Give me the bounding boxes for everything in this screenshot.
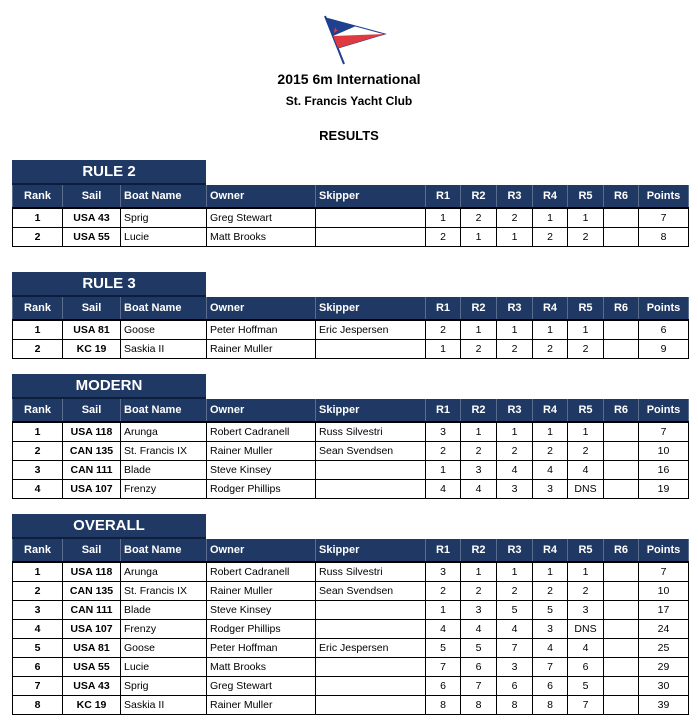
table-cell: 2 <box>497 340 533 359</box>
table-cell: 1 <box>533 208 568 228</box>
table-cell: Rainer Muller <box>207 696 316 715</box>
results-table <box>12 297 689 359</box>
table-cell <box>604 601 639 620</box>
table-cell: St. Francis IX <box>121 442 207 461</box>
table-cell <box>604 677 639 696</box>
column-header: R2 <box>461 539 497 562</box>
table-cell: KC 19 <box>63 696 121 715</box>
table-cell: 19 <box>639 480 689 499</box>
column-header: R3 <box>497 185 533 208</box>
column-header: R5 <box>568 539 604 562</box>
table-cell: 1 <box>13 562 63 582</box>
table-cell: 10 <box>639 442 689 461</box>
table-row <box>13 696 689 715</box>
table-cell <box>604 658 639 677</box>
table-cell: Lucie <box>121 228 207 247</box>
column-header: Boat Name <box>121 185 207 208</box>
table-cell: 4 <box>13 480 63 499</box>
table-cell: 4 <box>461 480 497 499</box>
table-cell: 4 <box>426 480 461 499</box>
table-cell: KC 19 <box>63 340 121 359</box>
column-header: Sail <box>63 297 121 320</box>
column-header: R2 <box>461 399 497 422</box>
column-header: Owner <box>207 185 316 208</box>
table-cell: Rainer Muller <box>207 442 316 461</box>
table-cell: 24 <box>639 620 689 639</box>
table-cell: Rodger Phillips <box>207 480 316 499</box>
table-cell: 8 <box>639 228 689 247</box>
table-cell: 25 <box>639 639 689 658</box>
table-cell: Steve Kinsey <box>207 601 316 620</box>
table-cell: 5 <box>13 639 63 658</box>
table-row <box>13 582 689 601</box>
table-cell: 3 <box>533 480 568 499</box>
table-cell: 6 <box>497 677 533 696</box>
table-cell: 7 <box>461 677 497 696</box>
table-cell: 2 <box>568 340 604 359</box>
column-header: R1 <box>426 185 461 208</box>
table-cell: 2 <box>568 582 604 601</box>
column-header: Points <box>639 297 689 320</box>
table-cell <box>604 639 639 658</box>
results-table <box>12 185 689 247</box>
column-header: Sail <box>63 185 121 208</box>
column-header: Boat Name <box>121 297 207 320</box>
table-cell: Sprig <box>121 208 207 228</box>
table-cell: 2 <box>426 320 461 340</box>
table-cell: Matt Brooks <box>207 228 316 247</box>
table-cell: 7 <box>639 562 689 582</box>
table-cell <box>316 208 426 228</box>
table-cell: 2 <box>426 228 461 247</box>
table-row <box>13 228 689 247</box>
table-cell: 8 <box>497 696 533 715</box>
table-cell: 3 <box>497 480 533 499</box>
table-cell <box>604 461 639 480</box>
column-header: R6 <box>604 185 639 208</box>
table-cell <box>604 228 639 247</box>
table-cell: DNS <box>568 620 604 639</box>
table-cell: 3 <box>13 601 63 620</box>
table-cell: 5 <box>497 601 533 620</box>
table-cell: 4 <box>426 620 461 639</box>
table-cell: Robert Cadranell <box>207 422 316 442</box>
table-cell: Blade <box>121 461 207 480</box>
results-table <box>12 399 689 499</box>
table-cell: 29 <box>639 658 689 677</box>
table-cell: Lucie <box>121 658 207 677</box>
table-cell: 2 <box>568 442 604 461</box>
table-cell: 4 <box>497 620 533 639</box>
table-cell: Eric Jespersen <box>316 320 426 340</box>
table-row <box>13 340 689 359</box>
table-cell: 1 <box>568 422 604 442</box>
table-row <box>13 620 689 639</box>
column-header: Rank <box>13 399 63 422</box>
column-header: Rank <box>13 185 63 208</box>
column-header: Sail <box>63 539 121 562</box>
column-header: Boat Name <box>121 399 207 422</box>
table-cell <box>604 696 639 715</box>
table-row <box>13 639 689 658</box>
table-cell: 2 <box>461 340 497 359</box>
table-cell: 10 <box>639 582 689 601</box>
table-cell: 9 <box>639 340 689 359</box>
table-row <box>13 562 689 582</box>
table-cell: 1 <box>497 320 533 340</box>
table-cell: 3 <box>426 562 461 582</box>
table-cell: CAN 111 <box>63 601 121 620</box>
table-cell: 39 <box>639 696 689 715</box>
table-row <box>13 442 689 461</box>
table-cell: 6 <box>533 677 568 696</box>
column-header: R4 <box>533 539 568 562</box>
column-header: R6 <box>604 539 639 562</box>
table-cell: 30 <box>639 677 689 696</box>
column-header: Owner <box>207 297 316 320</box>
table-cell <box>604 340 639 359</box>
table-cell <box>316 461 426 480</box>
table-cell: 7 <box>13 677 63 696</box>
table-cell: 1 <box>426 208 461 228</box>
table-cell: Rainer Muller <box>207 582 316 601</box>
table-cell <box>316 677 426 696</box>
table-cell: 3 <box>568 601 604 620</box>
table-cell: 4 <box>533 639 568 658</box>
table-cell <box>316 696 426 715</box>
table-cell: 6 <box>426 677 461 696</box>
table-cell: Frenzy <box>121 480 207 499</box>
table-cell: USA 55 <box>63 228 121 247</box>
table-cell: DNS <box>568 480 604 499</box>
table-cell: 4 <box>497 461 533 480</box>
table-cell: 1 <box>426 461 461 480</box>
column-header: Skipper <box>316 185 426 208</box>
table-cell: 5 <box>461 639 497 658</box>
table-cell <box>316 601 426 620</box>
table-cell: 1 <box>533 422 568 442</box>
table-cell: 1 <box>461 228 497 247</box>
table-cell: Russ Silvestri <box>316 562 426 582</box>
table-cell: CAN 135 <box>63 442 121 461</box>
table-cell <box>604 480 639 499</box>
column-header: R4 <box>533 297 568 320</box>
table-cell: USA 118 <box>63 562 121 582</box>
table-cell <box>604 442 639 461</box>
table-cell: 7 <box>639 422 689 442</box>
column-header: Rank <box>13 539 63 562</box>
table-cell: 2 <box>533 340 568 359</box>
table-cell: 1 <box>461 422 497 442</box>
table-cell <box>604 582 639 601</box>
table-cell: USA 81 <box>63 320 121 340</box>
table-cell: USA 43 <box>63 208 121 228</box>
table-cell: Arunga <box>121 422 207 442</box>
table-cell: 8 <box>426 696 461 715</box>
table-cell: Sean Svendsen <box>316 442 426 461</box>
table-row <box>13 480 689 499</box>
results-table <box>12 539 689 715</box>
table-cell: 8 <box>13 696 63 715</box>
table-cell: 1 <box>13 320 63 340</box>
table-cell: 2 <box>533 228 568 247</box>
table-cell: 1 <box>497 562 533 582</box>
table-cell: 1 <box>13 422 63 442</box>
column-header: R3 <box>497 399 533 422</box>
column-header: R3 <box>497 539 533 562</box>
table-cell: 1 <box>568 562 604 582</box>
column-header: R3 <box>497 297 533 320</box>
table-cell: 7 <box>426 658 461 677</box>
table-cell: Russ Silvestri <box>316 422 426 442</box>
table-cell: 1 <box>497 422 533 442</box>
table-cell <box>316 340 426 359</box>
table-cell: 1 <box>568 208 604 228</box>
table-cell: 2 <box>497 582 533 601</box>
table-row <box>13 422 689 442</box>
table-row <box>13 208 689 228</box>
results-section <box>12 160 688 247</box>
table-cell: 1 <box>568 320 604 340</box>
table-cell: Greg Stewart <box>207 677 316 696</box>
table-cell: Peter Hoffman <box>207 639 316 658</box>
column-header: R2 <box>461 297 497 320</box>
table-cell: Peter Hoffman <box>207 320 316 340</box>
results-section <box>12 514 688 715</box>
table-header-row <box>13 539 689 562</box>
table-cell: USA 107 <box>63 620 121 639</box>
table-cell: 6 <box>461 658 497 677</box>
column-header: R1 <box>426 399 461 422</box>
table-cell: 3 <box>461 461 497 480</box>
section-title: OVERALL <box>12 514 206 539</box>
table-cell: USA 107 <box>63 480 121 499</box>
table-cell: CAN 111 <box>63 461 121 480</box>
table-cell: 2 <box>497 208 533 228</box>
table-header-row <box>13 185 689 208</box>
table-cell: 5 <box>426 639 461 658</box>
page-subtitle: St. Francis Yacht Club <box>285 94 413 108</box>
table-cell: Saskia II <box>121 696 207 715</box>
table-cell: 2 <box>461 582 497 601</box>
table-cell: 1 <box>426 601 461 620</box>
table-cell: Greg Stewart <box>207 208 316 228</box>
table-cell: St. Francis IX <box>121 582 207 601</box>
table-cell: 4 <box>13 620 63 639</box>
table-cell: Matt Brooks <box>207 658 316 677</box>
table-cell: 2 <box>13 228 63 247</box>
table-cell <box>604 320 639 340</box>
table-cell: 5 <box>533 601 568 620</box>
table-cell: 4 <box>568 461 604 480</box>
table-cell: Rodger Phillips <box>207 620 316 639</box>
results-section <box>12 374 688 499</box>
table-cell: 3 <box>533 620 568 639</box>
column-header: Boat Name <box>121 539 207 562</box>
column-header: R5 <box>568 297 604 320</box>
table-cell <box>604 620 639 639</box>
table-cell: 3 <box>497 658 533 677</box>
table-cell: 2 <box>461 208 497 228</box>
column-header: R1 <box>426 297 461 320</box>
table-cell <box>316 620 426 639</box>
table-cell: 1 <box>461 562 497 582</box>
column-header: R4 <box>533 185 568 208</box>
table-cell: Sprig <box>121 677 207 696</box>
table-cell: Goose <box>121 320 207 340</box>
table-cell <box>316 228 426 247</box>
table-cell: Goose <box>121 639 207 658</box>
section-title: RULE 2 <box>12 160 206 185</box>
table-cell <box>604 208 639 228</box>
table-cell: 7 <box>639 208 689 228</box>
column-header: R1 <box>426 539 461 562</box>
column-header: Skipper <box>316 399 426 422</box>
table-row <box>13 320 689 340</box>
table-cell: 4 <box>461 620 497 639</box>
table-row <box>13 461 689 480</box>
table-cell: 8 <box>533 696 568 715</box>
table-cell: 2 <box>13 582 63 601</box>
table-cell: 2 <box>533 582 568 601</box>
results-section <box>12 272 688 359</box>
table-cell: 6 <box>639 320 689 340</box>
column-header: Sail <box>63 399 121 422</box>
results-heading: RESULTS <box>319 128 379 143</box>
table-cell <box>316 480 426 499</box>
column-header: R4 <box>533 399 568 422</box>
column-header: R5 <box>568 399 604 422</box>
page-title: 2015 6m International <box>277 71 421 87</box>
table-cell: Eric Jespersen <box>316 639 426 658</box>
table-cell: 16 <box>639 461 689 480</box>
table-cell: 2 <box>568 228 604 247</box>
column-header: R6 <box>604 297 639 320</box>
table-cell: 1 <box>533 562 568 582</box>
column-header: R5 <box>568 185 604 208</box>
table-cell: Frenzy <box>121 620 207 639</box>
table-cell <box>604 562 639 582</box>
table-cell <box>604 422 639 442</box>
column-header: Rank <box>13 297 63 320</box>
table-cell: USA 118 <box>63 422 121 442</box>
table-cell: USA 55 <box>63 658 121 677</box>
table-cell: USA 43 <box>63 677 121 696</box>
table-cell: Sean Svendsen <box>316 582 426 601</box>
column-header: Skipper <box>316 297 426 320</box>
table-cell: 2 <box>13 442 63 461</box>
table-row <box>13 601 689 620</box>
column-header: Skipper <box>316 539 426 562</box>
table-cell: 2 <box>497 442 533 461</box>
table-cell: 1 <box>461 320 497 340</box>
table-cell: 5 <box>568 677 604 696</box>
table-cell: 3 <box>13 461 63 480</box>
table-cell: 1 <box>497 228 533 247</box>
column-header: R2 <box>461 185 497 208</box>
table-header-row <box>13 297 689 320</box>
table-cell: 1 <box>426 340 461 359</box>
section-title: RULE 3 <box>12 272 206 297</box>
table-cell: 4 <box>533 461 568 480</box>
table-cell: 2 <box>426 582 461 601</box>
table-cell: 2 <box>426 442 461 461</box>
table-cell: 17 <box>639 601 689 620</box>
table-cell: 4 <box>568 639 604 658</box>
table-cell: Rainer Muller <box>207 340 316 359</box>
table-cell: CAN 135 <box>63 582 121 601</box>
table-cell: 8 <box>461 696 497 715</box>
table-cell: Arunga <box>121 562 207 582</box>
table-row <box>13 658 689 677</box>
table-cell: 6 <box>568 658 604 677</box>
table-cell: USA 81 <box>63 639 121 658</box>
column-header: Owner <box>207 539 316 562</box>
table-cell: Saskia II <box>121 340 207 359</box>
table-cell: 6 <box>13 658 63 677</box>
column-header: Points <box>639 185 689 208</box>
column-header: Points <box>639 539 689 562</box>
column-header: Owner <box>207 399 316 422</box>
table-cell: 3 <box>461 601 497 620</box>
table-cell: 1 <box>533 320 568 340</box>
table-cell: Robert Cadranell <box>207 562 316 582</box>
section-title: MODERN <box>12 374 206 399</box>
table-cell: 1 <box>13 208 63 228</box>
table-cell: Blade <box>121 601 207 620</box>
table-header-row <box>13 399 689 422</box>
table-row <box>13 677 689 696</box>
column-header: R6 <box>604 399 639 422</box>
table-cell: 7 <box>533 658 568 677</box>
table-cell <box>316 658 426 677</box>
column-header: Points <box>639 399 689 422</box>
table-cell: 2 <box>461 442 497 461</box>
table-cell: 7 <box>568 696 604 715</box>
table-cell: 2 <box>13 340 63 359</box>
table-cell: Steve Kinsey <box>207 461 316 480</box>
table-cell: 3 <box>426 422 461 442</box>
yacht-club-burgee-icon <box>322 14 388 66</box>
table-cell: 2 <box>533 442 568 461</box>
table-cell: 7 <box>497 639 533 658</box>
